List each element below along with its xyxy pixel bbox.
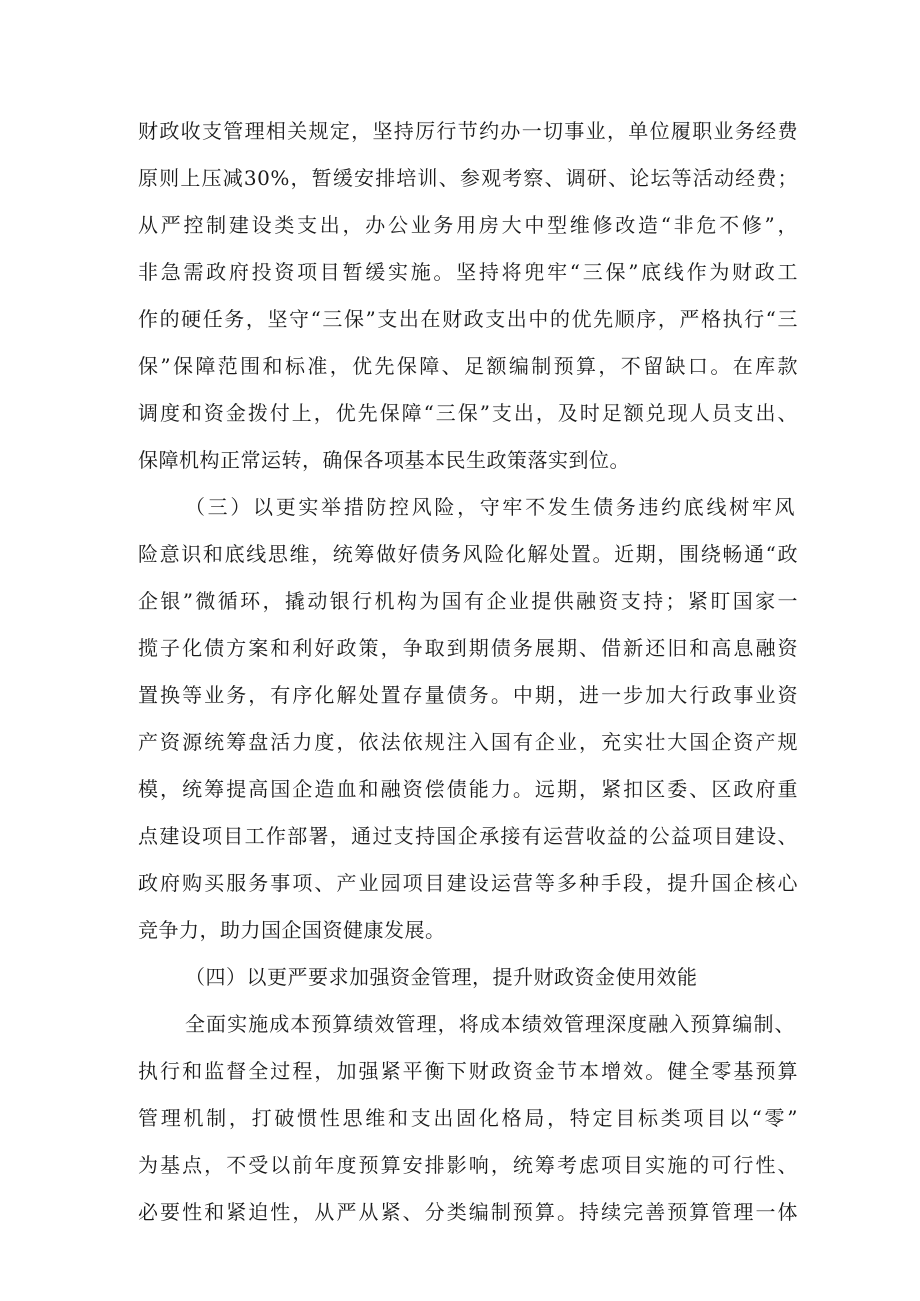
text-line: 保障机构正常运转，确保各项基本民生政策落实到位。: [138, 448, 630, 472]
section-heading-3: （三）以更实举措防控风险，守牢不发生债务违约底线树牢风: [185, 495, 795, 519]
text-line: 企银”微循环，撬动银行机构为国有企业提供融资支持；紧盯国家一: [138, 589, 798, 613]
text-line: 必要性和紧迫性，从严从紧、分类编制预算。持续完善预算管理一体: [138, 1200, 798, 1224]
text-line: 作的硬任务，坚守“三保”支出在财政支出中的优先顺序，严格执行“三: [138, 307, 798, 331]
text-line: 全面实施成本预算绩效管理，将成本绩效管理深度融入预算编制、: [185, 1012, 795, 1036]
text-line: 险意识和底线思维，统筹做好债务风险化解处置。近期，围绕畅通“政: [138, 542, 798, 566]
text-line: 模，统筹提高国企造血和融资偿债能力。远期，紧扣区委、区政府重: [138, 777, 798, 801]
text-line: 保”保障范围和标准，优先保障、足额编制预算，不留缺口。在库款: [138, 354, 798, 378]
text-line: 点建设项目工作部署，通过支持国企承接有运营收益的公益项目建设、: [138, 824, 798, 848]
text-line: 产资源统筹盘活力度，依法依规注入国有企业，充实壮大国企资产规: [138, 730, 798, 754]
text-line: 财政收支管理相关规定，坚持厉行节约办一切事业，单位履职业务经费: [138, 119, 798, 143]
text-line: 非急需政府投资项目暂缓实施。坚持将兜牢“三保”底线作为财政工: [138, 260, 798, 284]
section-heading-4: （四）以更严要求加强资金管理，提升财政资金使用效能: [185, 965, 698, 989]
text-line: 管理机制，打破惯性思维和支出固化格局，特定目标类项目以“零”: [138, 1106, 798, 1130]
text-line: 竞争力，助力国企国资健康发展。: [138, 918, 446, 942]
text-line: 政府购买服务事项、产业园项目建设运营等多种手段，提升国企核心: [138, 871, 798, 895]
text-line: 为基点，不受以前年度预算安排影响，统筹考虑项目实施的可行性、: [138, 1153, 798, 1177]
text-line: 调度和资金拨付上，优先保障“三保”支出，及时足额兑现人员支出、: [138, 401, 798, 425]
text-line: 置换等业务，有序化解处置存量债务。中期，进一步加大行政事业资: [138, 683, 798, 707]
text-line: 原则上压减30%，暂缓安排培训、参观考察、调研、论坛等活动经费；: [138, 166, 798, 190]
text-line: 执行和监督全过程，加强紧平衡下财政资金节本增效。健全零基预算: [138, 1059, 798, 1083]
text-line: 从严控制建设类支出，办公业务用房大中型维修改造“非危不修”，: [138, 213, 798, 237]
text-line: 揽子化债方案和利好政策，争取到期债务展期、借新还旧和高息融资: [138, 636, 798, 660]
